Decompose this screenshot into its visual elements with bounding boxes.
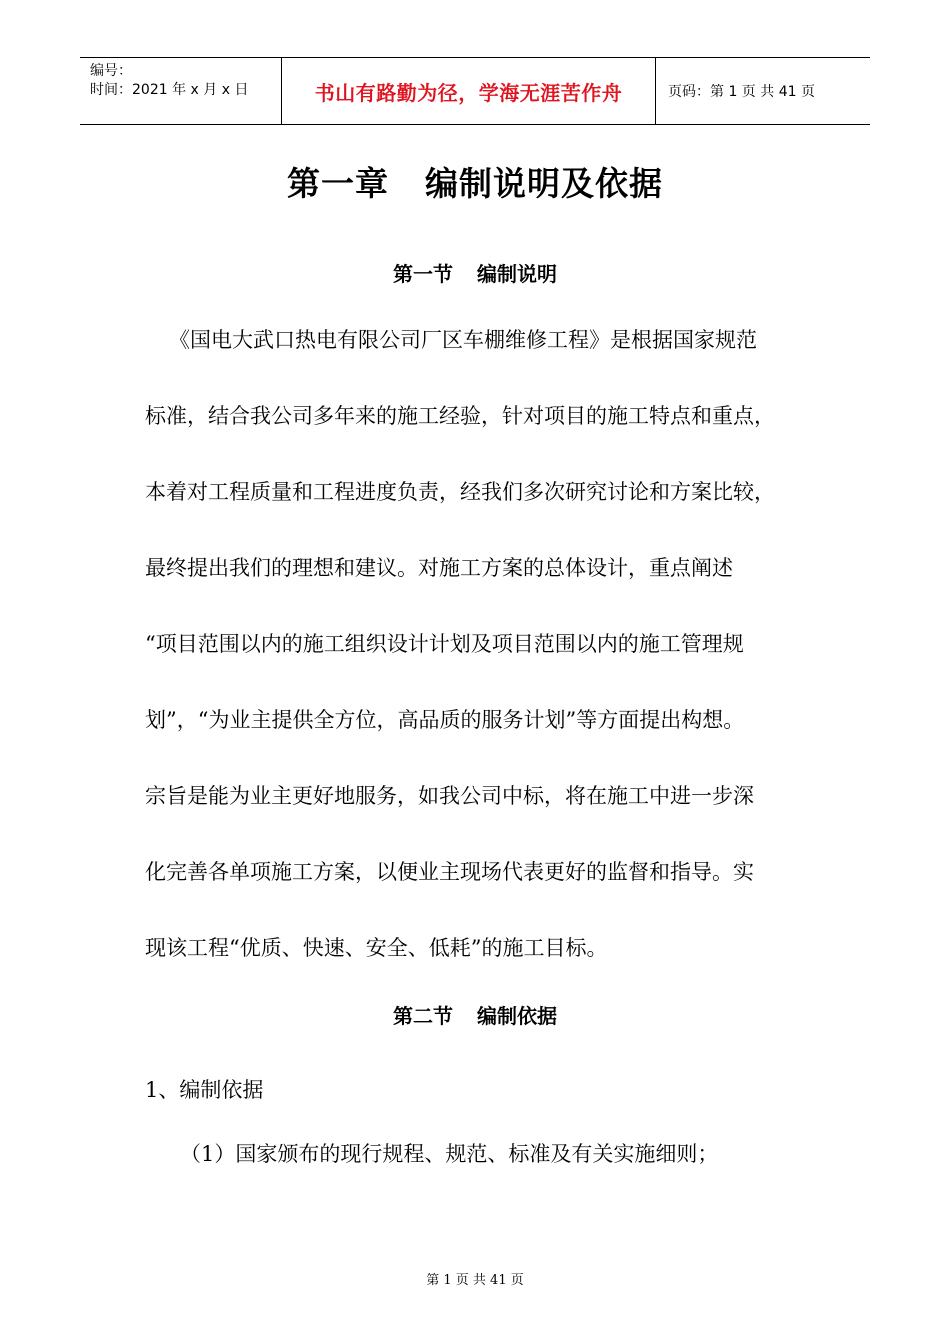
page-footer: 第 1 页 共 41 页 — [426, 1273, 524, 1288]
paragraph-line: 标准，结合我公司多年来的施工经验，针对项目的施工特点和重点， — [145, 404, 775, 428]
paragraph-line: 《国电大武口热电有限公司厂区车棚维修工程》是根据国家规范 — [169, 328, 757, 352]
header-page-cell — [656, 58, 870, 124]
list-item-heading: 1、编制依据 — [145, 1078, 264, 1102]
paragraph-line: “项目范围以内的施工组织设计计划及项目范围以内的施工管理规 — [145, 632, 744, 656]
paragraph-line: 化完善各单项施工方案，以便业主现场代表更好的监督和指导。实 — [145, 860, 754, 884]
section-number: 第二节 — [393, 1004, 453, 1028]
paragraph-line: 本着对工程质量和工程进度负责，经我们多次研究讨论和方案比较， — [145, 480, 775, 504]
header-motto-cell — [282, 58, 656, 124]
section-name: 编制依据 — [477, 1004, 557, 1028]
paragraph-line: 划”，“为业主提供全方位，高品质的服务计划”等方面提出构想。 — [145, 708, 745, 732]
paragraph-line: 现该工程“优质、快速、安全、低耗”的施工目标。 — [145, 936, 608, 960]
section-title-1 — [0, 258, 950, 287]
document-number-label: 编号： — [90, 63, 132, 79]
chapter-number: 第一章 — [287, 164, 389, 203]
chapter-title — [0, 158, 950, 205]
section1-paragraph — [145, 302, 810, 986]
chapter-name: 编制说明及依据 — [425, 164, 663, 203]
paragraph-line: 宗旨是能为业主更好地服务，如我公司中标，将在施工中进一步深 — [145, 784, 754, 808]
header-motto: 书山有路勤为径，学海无涯苦作舟 — [314, 80, 623, 105]
list-item: （1）国家颁布的现行规程、规范、标准及有关实施细则； — [180, 1142, 719, 1166]
paragraph-line: 最终提出我们的理想和建议。对施工方案的总体设计，重点阐述 — [145, 556, 733, 580]
header-meta-cell — [80, 58, 282, 124]
section-title-2 — [0, 1000, 950, 1029]
section-name: 编制说明 — [477, 262, 557, 286]
header-page-info: 页码：第 1 页 共 41 页 — [668, 84, 815, 100]
section-number: 第一节 — [393, 262, 453, 286]
document-time-label: 时间：2021 年 x 月 x 日 — [90, 82, 249, 98]
document-header — [80, 57, 870, 125]
